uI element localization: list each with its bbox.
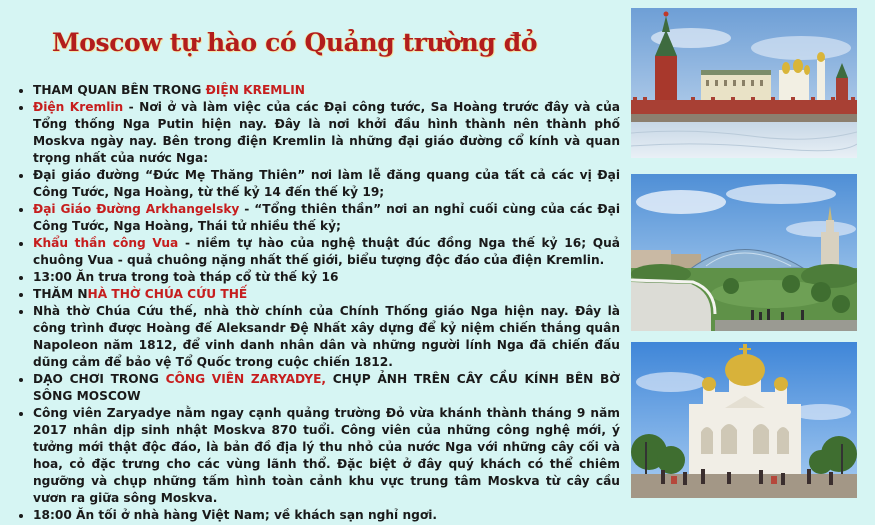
highlight-text: Đại Giáo Đường Arkhangelsky xyxy=(33,202,240,216)
item-text: - “Tổng thiên thần” nơi an nghỉ cuối cùng của các Đại Công Tước, Nga Hoàng, Thái tử nhiều thế kỷ; xyxy=(33,202,620,233)
itinerary-content xyxy=(12,82,620,524)
itinerary-item xyxy=(33,286,620,303)
itinerary-item xyxy=(33,235,620,269)
highlight-text: HÀ THỜ CHÚA CỨU THẾ xyxy=(87,287,248,301)
item-text: - niềm tự hào của nghệ thuật đúc đồng Nga thế kỷ 16; Quả chuông Vua - quả chuông nặng nhất thế giới, biểu tượng độc đáo của điện Kremlin. xyxy=(33,236,620,267)
kremlin-photo xyxy=(631,8,857,158)
item-text: DẠO CHƠI TRONG xyxy=(33,372,166,386)
cathedral-christ-saviour-photo xyxy=(631,342,857,498)
itinerary-item xyxy=(33,405,620,507)
item-text: Đại giáo đường “Đức Mẹ Thăng Thiên” nơi làm lễ đăng quang của tất cả các vị Đại Công Tước, Nga Hoàng, từ thế kỷ 14 đến thế kỷ 19; xyxy=(33,168,620,199)
page-title: Moscow tự hào có Quảng trường đỏ xyxy=(52,28,538,57)
itinerary-item xyxy=(33,303,620,371)
highlight-text: Điện Kremlin xyxy=(33,100,124,114)
highlight-text: Khẩu thần công Vua xyxy=(33,236,179,250)
itinerary-item xyxy=(33,269,620,286)
highlight-text: CÔNG VIÊN ZARYADYE, xyxy=(165,372,327,386)
item-text: CHỤP ẢNH TRÊN CÂY CẦU KÍNH BÊN BỜ SÔNG MOSCOW xyxy=(33,372,620,403)
zaryadye-park-photo xyxy=(631,174,857,331)
itinerary-item xyxy=(33,507,620,524)
item-text: Nhà thờ Chúa Cứu thế, nhà thờ chính của Chính Thống giáo Nga hiện nay. Đây là công trình được Hoàng đế Aleksandr Đệ Nhất xây dựng để kỷ niệm chiến thắng quân Napoleon năm 1812, để vinh danh nhân dân và những người lính Nga đã chiến đấu dũng cảm để bảo vệ Tổ Quốc trong cuộc chiến 1812. xyxy=(33,304,620,369)
itinerary-item xyxy=(33,201,620,235)
itinerary-item xyxy=(33,371,620,405)
itinerary-item xyxy=(33,82,620,99)
item-text: 13:00 Ăn trưa trong toà tháp cổ từ thế kỷ 16 xyxy=(33,270,339,284)
item-text: 18:00 Ăn tối ở nhà hàng Việt Nam; về khách sạn nghỉ ngơi. xyxy=(33,508,438,522)
itinerary-item xyxy=(33,99,620,167)
itinerary-item xyxy=(33,167,620,201)
item-text: THAM QUAN BÊN TRONG xyxy=(33,83,206,97)
highlight-text: ĐIỆN KREMLIN xyxy=(205,83,305,97)
itinerary-list xyxy=(12,82,620,524)
item-text: Công viên Zaryadye nằm ngay cạnh quảng trường Đỏ vừa khánh thành tháng 9 năm 2017 nhân dịp sinh nhật Moskva 870 tuổi. Công viên của những công nghệ mới, ý tưởng mới thật độc đáo, là bản đồ địa lý thu nhỏ của nước Nga với những cây cối và hoa, cỏ đặc trưng cho các vùng lãnh thổ. Đặc biệt ở đây quý khách có thể chiêm ngưỡng và chụp những tấm hình toàn cảnh khu vực trung tâm Moskva từ cây cầu vươn ra giữa sông Moskva. xyxy=(33,406,620,505)
item-text: - Nơi ở và làm việc của các Đại công tước, Sa Hoàng trước đây và của Tổng thống Nga Putin hiện nay. Đây là nơi khởi đầu hình thành nên thành phố Moskva ngày nay. Bên trong điện Kremlin là những đại giáo đường cổ kính và quan trọng nhất của nước Nga: xyxy=(33,100,620,165)
item-text: THĂM N xyxy=(33,287,88,301)
